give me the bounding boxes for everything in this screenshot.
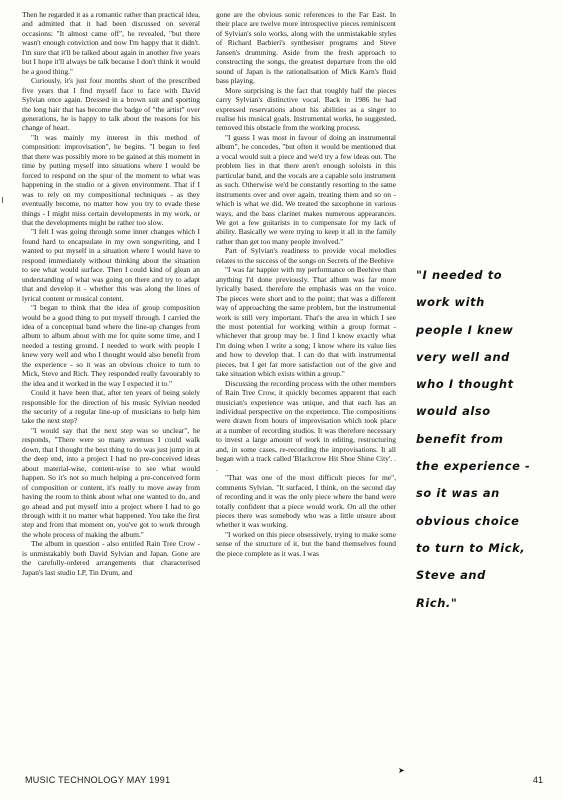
pull-quote-line: to turn to Mick, [416, 540, 526, 555]
pull-quote-line: would also [416, 404, 491, 419]
pull-quote-line: Rich." [416, 595, 458, 610]
paragraph: "I began to think that the idea of group composition would be a good thing to put myself through. I carried the idea of a conceptual band where the line-up changes from album to album about with me for quite some time, and I needed a testing ground. I needed to work with people I knew very well and who I thought would also benefit from the experience - so it was an obvious choice to turn to Mick, Steve and Rich. They responded really favourably to the idea and it worked in the way I expected it to." [22, 303, 200, 388]
paragraph: "I felt I was going through some inner changes which I found hard to encapsulate in my own songwriting, and I wanted to put myself in a situation where I would have to respond immediately without thinking about the situation to see what would surface. Then I could kind of glean an understanding of what was going on there and try to adapt that and develop it - whether this was along the lines of lyrical content or musical content. [22, 227, 200, 303]
paragraph: More surprising is the fact that roughly half the pieces carry Sylvian's distinctive vocal. Back in 1986 he had expressed reservations about his abilities as a singer to realise his musical goals. Instrumental works, he suggested, removed this obstacle from the working process. [216, 85, 396, 133]
pull-quote [416, 262, 561, 617]
paragraph: "That was one of the most difficult pieces for me", comments Sylvian. "It surfaced, I think, on the second day of recording and it was the only piece where the band were totally confident that a piece would work. On all the other pieces there was somebody who was a little unsure about whether it was working. [216, 473, 396, 530]
paragraph: Part of Sylvian's readiness to provide vocal melodies relates to the success of the songs on Secrets of the Beehive [216, 246, 396, 265]
paragraph: "I was far happier with my performance on Beehive than anything I'd done previously. That album was far more lyrically based, therefore the emphasis was on the voice. The pieces were short and to the point; that was a different way of approaching the same problem, but the instrumental work is still very important. That's the area in which I see the most potential for working within a group format - whichever that group may be. I find I know exactly what I'm doing when I write a song; I know where its value lies and how to develop that. I can do that with instrumental pieces, but I get far more satisfaction out of the give and take situation which exists within a group." [216, 265, 396, 379]
pull-quote-line: who I thought [416, 377, 514, 392]
paragraph: Could it have been that, after ten years of being solely responsible for the direction of his music Sylvian needed the security of a regular line-up of musicians to help him take the next step? [22, 388, 200, 426]
paragraph: Then he regarded it as a romantic rather than practical idea, and admitted that it had been discussed on several occasions: "It almost came off", he revealed, "but there wasn't enough conviction and now I'm happy that it didn't. I'm sure that it'll be talked about again in another five years but I hope it'll always be talk because I don't think it would be a good thing." [22, 10, 200, 76]
margin-mark [2, 197, 6, 203]
paragraph: "I guess I was most in favour of doing an instrumental album", he concedes, "but often it would be mentioned that a vocal would suit a piece and we'd try a few ideas out. The problem lies in that there aren't enough soloists in this particular band, and the vocals are a capable solo instrument as such. Otherwise we'd be constantly resorting to the same instruments over and over again, treating them and so on - which is what we did. We treated the saxophone in various ways, and the bass clarinet makes numerous appearances. We got a few guitarists in to compensate for my lack of ability. Basically we were trying to keep it all in the family rather than get too many people involved." [216, 132, 396, 246]
pull-quote-line: obvious choice [416, 513, 520, 528]
pull-quote-line: people I knew [416, 322, 514, 337]
pull-quote-line: work with [416, 295, 485, 310]
article-column-middle [216, 10, 396, 558]
pull-quote-line: so it was an [416, 486, 500, 501]
paragraph: gone are the obvious sonic references to the Far East. In their place are twelve more introspective pieces reminiscent of Sylvian's solo works, along with the unmistakable styles of Richard Barbieri's synthesiser programs and Steve Jansen's drumming. Aside from the fresh approach to constructing the songs, the greatest departure from the old sound of Japan is the rationalisation of Mick Karn's fluid bass playing. [216, 10, 396, 86]
paragraph: "I would say that the next step was so unclear", he responds, "There were so many avenues I could walk down, that I thought the best thing to do was just jump in at the deep end, into a project I had no pre-conceived ideas about material-wise, content-wise to see what would happen. So it's not so much helping a pre-conceived form of composition or content, it's really to move away from having the room to think about what one wanted to do, and go ahead and put myself into a project where I had to go through with it no matter what happened. You take the first step and from that moment on, you've got to work through the whole process of making the album." [22, 425, 200, 539]
paragraph: "It was mainly my interest in this method of composition: improvisation", he begins. "I began to feel that there was possibly more to be gained at this moment in time by putting myself into situations where I would be forced to respond on the spur of the moment to what was happening in the studio or a given environment. That if I was to rely on my compositional techniques - as they eventually become, no matter how you try to evade these things - I might miss certain developments in my work, or that the developments might be rather too slow. [22, 132, 200, 227]
pull-quote-line: Steve and [416, 568, 486, 583]
paragraph: "I worked on this piece obsessively, trying to make some sense of the structure of it, but the band themselves found the piece complete as it was. I was [216, 529, 396, 558]
continue-arrow-icon: ➤ [398, 766, 405, 775]
pull-quote-line: very well and [416, 349, 510, 364]
paragraph: The album in question - also entitled Rain Tree Crow - is unmistakably both David Sylvian and Japan. Gone are the carefully-ordered arrangements that characterised Japan's last studio LP, Tin Drum, and [22, 539, 200, 577]
paragraph: Discussing the recording process with the other members of Rain Tree Crow, it quickly becomes apparent that each musician's experience was unique, and that each has an individual perspective on the experience. The compositions were drawn from hours of improvisation which took place at a number of recording studios. It was therefore necessary to invest a large amount of work in editing, restructuring and, in some cases, re-recording the improvisations. It all began with a track called 'Blackcrow Hit Shoe Shine City'. . . [216, 378, 396, 473]
page-number: 41 [533, 775, 544, 785]
paragraph: Curiously, it's just four months short of the prescribed five years that I find myself face to face with David Sylvian once again. Dressed in a brown suit and sporting the long hair that has become the badge of "the artist" over generations, he is happy to talk about the reasons for his change of heart. [22, 76, 200, 133]
magazine-footer: MUSIC TECHNOLOGY MAY 1991 [25, 775, 171, 785]
pull-quote-line: the experience - [416, 459, 531, 474]
article-column-left [22, 10, 200, 577]
pull-quote-line: "I needed to [416, 268, 503, 282]
pull-quote-line: benefit from [416, 431, 504, 446]
